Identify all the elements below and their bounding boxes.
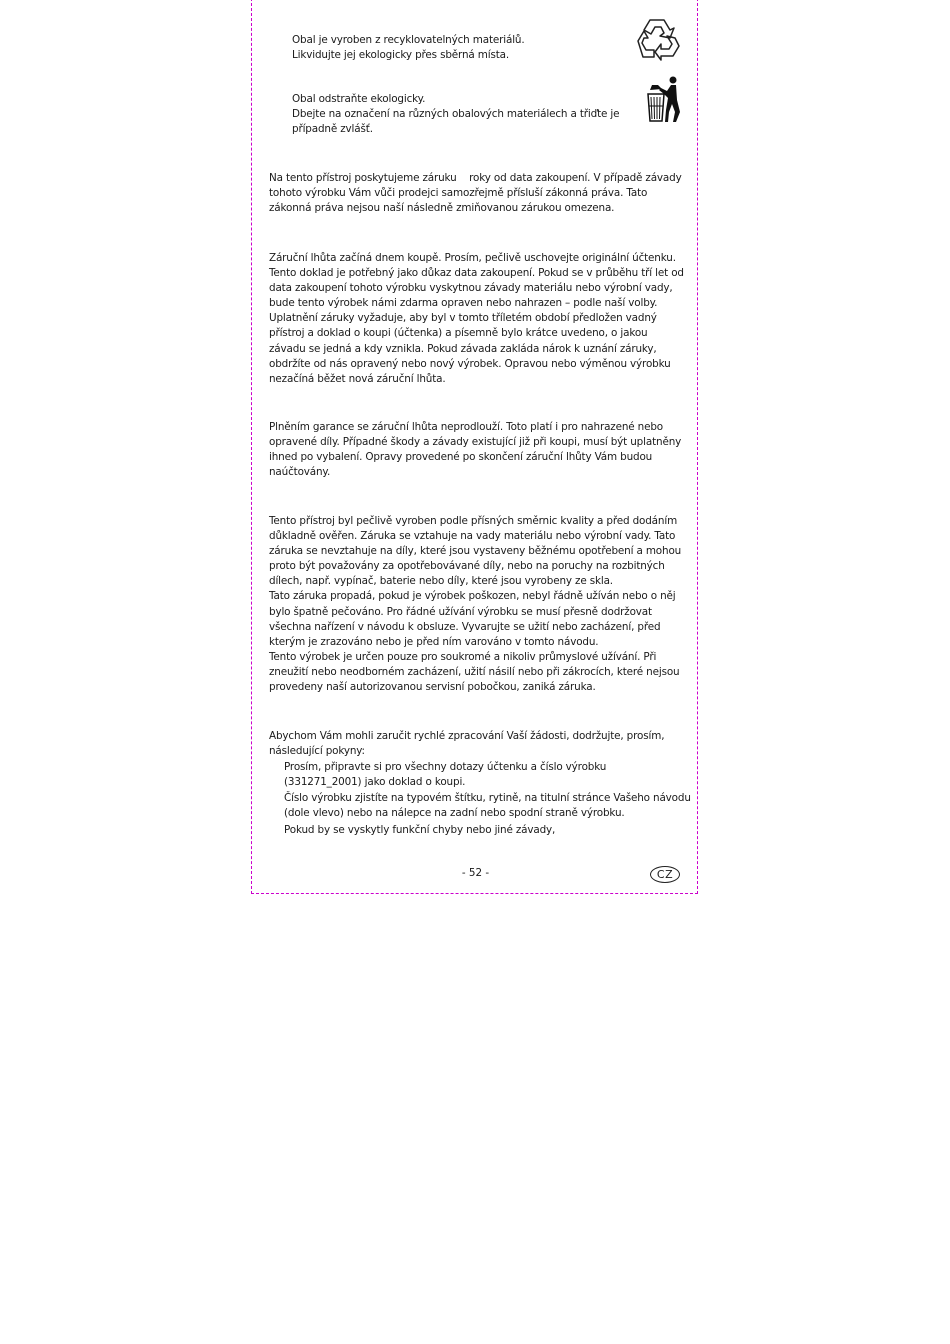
text-line: Uplatnění záruky vyžaduje, aby byl v tomto tříletém období předložen vadný — [269, 312, 657, 325]
text-line: dílech, např. vypínač, baterie nebo díly, které jsou vyrobeny ze skla. — [269, 575, 613, 588]
list-item: (331271_2001) jako doklad o koupi. — [284, 776, 466, 789]
list-item: Pokud by se vyskytly funkční chyby nebo jiné závady, — [284, 823, 556, 836]
text-line: proto být považovány za opotřebovávané díly, nebo na poruchy na rozbitných — [269, 560, 665, 573]
text-line: tohoto výrobku Vám vůči prodejci samozřejmě přísluší zákonná práva. Tato — [269, 187, 648, 200]
text-line: Plněním garance se záruční lhůta neprodlouží. Toto platí i pro nahrazené nebo — [269, 421, 664, 433]
text-line: obdržíte od nás opravený nebo nový výrobek. Opravou nebo výměnou výrobku — [269, 357, 671, 370]
text-line: Tento přístroj byl pečlivě vyroben podle přísných směrnic kvality a před dodáním — [269, 515, 678, 527]
text-line: naúčtovány. — [269, 466, 331, 479]
trash-line: případně zvlášť. — [292, 123, 373, 136]
text-line: záruka se nevztahuje na díly, které jsou vystaveny běžnému opotřebení a mohou — [269, 545, 682, 558]
text-line: Záruční lhůta začíná dnem koupě. Prosím, pečlivě uschovejte originální účtenku. — [269, 252, 676, 264]
list-item: Číslo výrobku zjistíte na typovém štítku, rytině, na titulní stránce Vašeho návodu — [284, 792, 691, 805]
text-line: ihned po vybalení. Opravy provedené po skončení záruční lhůty Vám budou — [269, 451, 653, 464]
trash-bin-icon — [646, 76, 682, 122]
warranty-scope-paragraph — [269, 514, 684, 695]
recycle-icon — [634, 16, 682, 62]
text-line: zneužití nebo neodborném zacházení, užití násilí nebo při zákrocích, které nejsou — [269, 665, 680, 678]
text-line: opravené díly. Případné škody a závady existující již při koupi, musí být uplatněny — [269, 436, 682, 449]
text-line: následující pokyny: — [269, 745, 365, 758]
text-line: Na tento přístroj poskytujeme záruku roky od data zakoupení. V případě závady — [269, 172, 682, 184]
text-line: důkladně ověřen. Záruka se vztahuje na vady materiálu nebo výrobní vady. Tato — [269, 530, 676, 543]
text-line: všechna nařízení v návodu k obsluze. Vyvarujte se užití nebo zacházení, před — [269, 620, 661, 633]
page-number: - 52 - — [461, 867, 490, 879]
text-line: zákonná práva nejsou naší následně zmiňovanou zárukou omezena. — [269, 202, 615, 215]
text-line: nezačíná běžet nová záruční lhůta. — [269, 372, 446, 385]
country-code-badge: CZ — [650, 866, 680, 883]
text-line: Tato záruka propadá, pokud je výrobek poškozen, nebyl řádně užíván nebo o něj — [269, 590, 676, 603]
text-line: Abychom Vám mohli zaručit rychlé zpracování Vaší žádosti, dodržujte, prosím, — [269, 730, 665, 742]
text-line: bylo špatně pečováno. Pro řádné užívání výrobku se musí přesně dodržovat — [269, 605, 652, 618]
warranty-fulfilment-paragraph — [269, 420, 684, 480]
text-line: kterým je zrazováno nebo je před ním varováno v tomto návodu. — [269, 635, 599, 648]
recycle-line: Obal je vyroben z recyklovatelných materiálů. — [292, 34, 525, 46]
warranty-intro-paragraph — [269, 171, 684, 216]
processing-instructions — [269, 729, 691, 838]
text-line: provedeny naší autorizovanou servisní pobočkou, zaniká záruka. — [269, 681, 596, 694]
text-line: závadu se jedná a kdy vznikla. Pokud závada zakláda nárok k uznání záruky, — [269, 342, 657, 355]
text-line: data zakoupení tohoto výrobku vyskytnou závady materiálu nebo výrobní vady, — [269, 282, 673, 295]
warranty-period-paragraph — [269, 251, 684, 387]
trash-line: Obal odstraňte ekologicky. — [292, 93, 426, 105]
text-line: přístroj a doklad o koupi (účtenka) a písemně bylo krátce uvedeno, o jakou — [269, 327, 648, 340]
trash-notice — [292, 92, 619, 137]
recycle-notice — [292, 33, 525, 63]
text-line: Tento doklad je potřebný jako důkaz data zakoupení. Pokud se v průběhu tří let od — [269, 267, 684, 280]
text-line: Tento výrobek je určen pouze pro soukromé a nikoliv průmyslové užívání. Při — [269, 650, 657, 663]
trash-line: Dbejte na označení na různých obalových materiálech a třiďte je — [292, 108, 620, 121]
text-line: bude tento výrobek námi zdarma opraven nebo nahrazen – podle naší volby. — [269, 297, 658, 310]
list-item: (dole vlevo) nebo na nálepce na zadní nebo spodní straně výrobku. — [284, 807, 625, 820]
list-item: Prosím, připravte si pro všechny dotazy účtenku a číslo výrobku — [284, 761, 607, 774]
recycle-line: Likvidujte jej ekologicky přes sběrná místa. — [292, 49, 510, 62]
manual-page — [251, 0, 698, 894]
